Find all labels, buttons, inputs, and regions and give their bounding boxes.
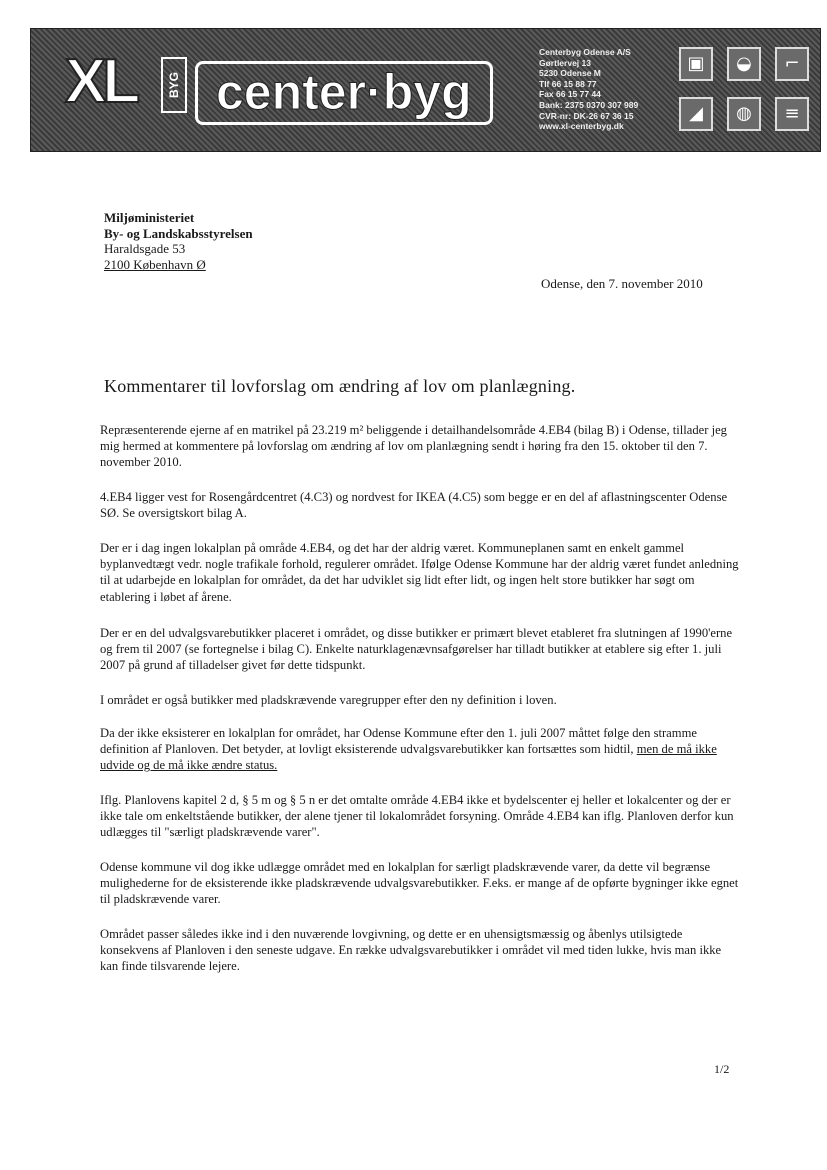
paragraph-4: Der er en del udvalgsvarebutikker placeret i området, og disse butikker er primært blevet etableret fra slutningen af 1990'erne og frem til 2007 (se fortegnelse i bilag C). Enkelte naturklagenævnsafgørelser har tilladt butikker at etablere sig efter 1. juli 2007 på grund af tilladelser givet før dette tidspunkt. (100, 626, 733, 673)
paragraph-6-text: Da der ikke eksisterer en lokalplan for området, har Odense Kommune efter den 1. juli 2007 måttet følge den stramme definition af Planloven. Det betyder, at lovligt eksisterende udvalgsvarebutikker kan fortsættes som hidtil, (100, 726, 697, 757)
center-byg-logo: center·byg (195, 61, 493, 125)
faucet-icon: ⌐ (775, 47, 809, 81)
company-fax: Fax 66 15 77 44 (539, 89, 601, 100)
company-info (539, 47, 638, 132)
letter-title: Kommentarer til lovforslag om ændring af lov om planlægning. (104, 376, 576, 396)
recipient-street: Haraldsgade 53 (104, 241, 186, 257)
paint-bucket-icon: ▣ (679, 47, 713, 81)
paragraph-3: Der er i dag ingen lokalplan på område 4.EB4, og det har der aldrig været. Kommuneplanen samt en enkelt gammel byplanvedtægt vedr. nogle trafikale forhold, regulerer området. Ifølge Odense Kommune har der aldrig været fundet anledning til at udarbejde en lokalplan for området, da det har udviklet sig lidt efter lidt, og ingen helt store butikker har søgt om etablering i løbet af årene. (100, 541, 739, 604)
company-bank: Bank: 2375 0370 307 989 (539, 99, 639, 110)
trowel-icon: ◢ (679, 97, 713, 131)
page-number: 1/2 (714, 1062, 730, 1076)
company-city: 5230 Odense M (539, 68, 601, 79)
company-cvr: CVR-nr: DK-26 67 36 15 (539, 110, 634, 121)
paragraph-6-underlined: men de må ikke udvide og de må ikke ændre status. (100, 742, 717, 773)
recipient-ministry: Miljøministeriet (104, 210, 195, 225)
wheelbarrow-icon: ◒ (727, 47, 761, 81)
paragraph-5: I området er også butikker med pladskrævende varegrupper efter den ny definition i loven. (100, 693, 557, 707)
company-street: Gørtlervej 13 (539, 57, 591, 68)
lumber-icon: ≡ (775, 97, 809, 131)
paragraph-6 (100, 725, 740, 774)
letter-date: Odense, den 7. november 2010 (541, 276, 703, 291)
saw-icon: ◍ (727, 97, 761, 131)
byg-logo-badge: BYG (161, 57, 187, 113)
paragraph-2: 4.EB4 ligger vest for Rosengårdcentret (4.C3) og nordvest for IKEA (4.C5) som begge er en del af aflastningscenter Odense SØ. Se oversigtskort bilag A. (100, 490, 728, 521)
recipient-agency: By- og Landskabsstyrelsen (104, 225, 253, 241)
paragraph-9: Området passer således ikke ind i den nuværende lovgivning, og dette er en uhensigtsmæssig og åbenlys utilsigtede konsekvens af Planloven i den seneste udgave. En række udvalgsvarebutikker i området vil med tiden lukke, hvis man ikke kan finde tilsvarende lejere. (100, 927, 722, 974)
company-name: Centerbyg Odense A/S (539, 47, 631, 57)
recipient-city: 2100 København Ø (104, 256, 206, 272)
company-phone: Tlf 66 15 88 77 (539, 78, 597, 89)
xl-logo: XL (65, 47, 137, 116)
paragraph-8: Odense kommune vil dog ikke udlægge området med en lokalplan for særligt pladskrævende varer, da dette vil begrænse mulighederne for de eksisterende ikke pladskrævende udvalgsvarebutikker. F.eks. er mange af de opførte bygninger ikke egnet til pladskrævende varer. (100, 860, 739, 907)
paragraph-1: Repræsenterende ejerne af en matrikel på 23.219 m² beliggende i detailhandelsområde 4.EB4 (bilag B) i Odense, tillader jeg mig hermed at kommentere på lovforslag om ændring af lov om planlægning sendt i høring fra den 15. oktober til den 7. november 2010. (100, 423, 727, 470)
paragraph-7: Iflg. Planlovens kapitel 2 d, § 5 m og § 5 n er det omtalte område 4.EB4 ikke et bydelscenter ej heller et lokalcenter og der er ikke tale om enkeltstående butikker, der alene tjener til lokalområdet forsyning. Område 4.EB4 kan iflg. Planloven derfor kun udlægges til "særligt pladskrævende varer". (100, 793, 734, 840)
letterhead-banner (30, 28, 821, 152)
company-website: www.xl-centerbyg.dk (539, 121, 624, 132)
recipient-address (104, 210, 253, 272)
tool-icons (679, 47, 815, 143)
